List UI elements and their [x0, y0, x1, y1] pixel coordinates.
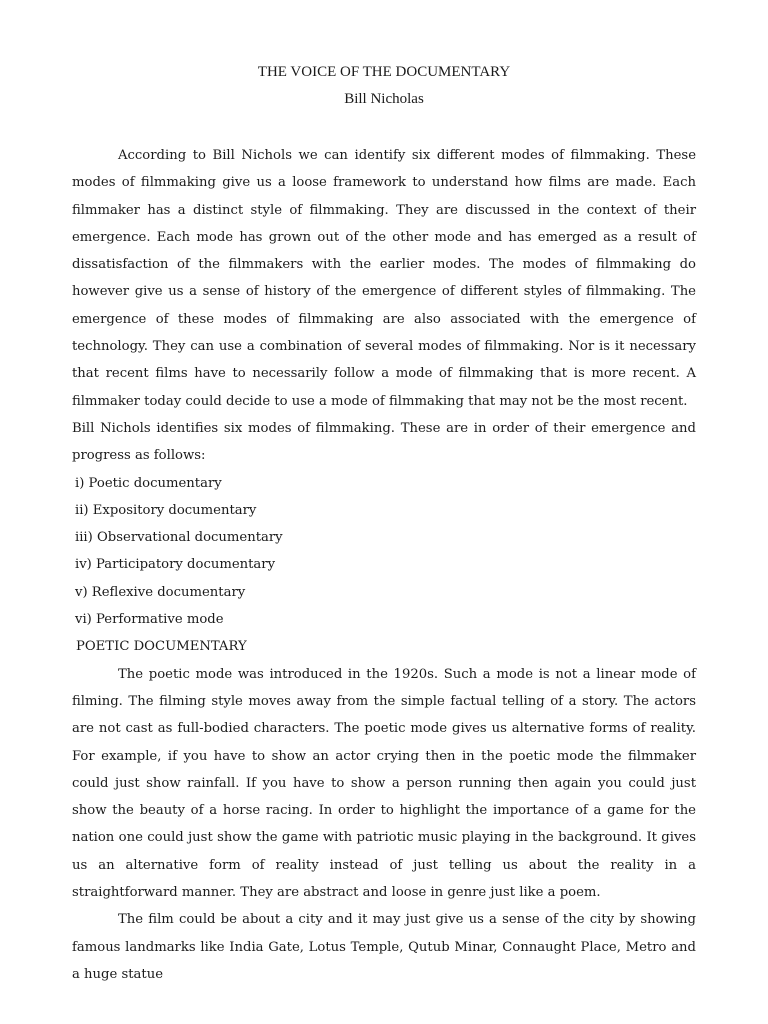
document-body — [72, 142, 696, 988]
list-item: v) Reflexive documentary — [75, 584, 246, 600]
list-item: i) Poetic documentary — [75, 475, 222, 491]
modes-list — [72, 470, 696, 634]
intro-paragraph: According to Bill Nichols we can identify six different modes of filmmaking. These modes of filmmaking give us a loose framework to understand how films are made. Each filmmaker has a distinct style of filmmaking. They are discussed in the context of their emergence. Each mode has grown out of the other mode and has emerged as a result of dissatisfaction of the filmmakers with the earlier modes. The modes of filmmaking do however give us a sense of history of the emergence of different styles of filmmaking. The emergence of these modes of filmmaking are also associated with the emergence of technology. They can use a combination of several modes of filmmaking. Nor is it necessary that recent films have to necessarily follow a mode of filmmaking that is more recent. A filmmaker today could decide to use a mode of filmmaking that may not be the most recent. — [72, 148, 696, 409]
list-item: ii) Expository documentary — [75, 502, 257, 518]
poetic-paragraph-1: The poetic mode was introduced in the 1920s. Such a mode is not a linear mode of filming. The filming style moves away from the simple factual telling of a story. The actors are not cast as full-bodied characters. The poetic mode gives us alternative forms of reality. For example, if you have to show an actor crying then in the poetic mode the filmmaker could just show rainfall. If you have to show a person running then again you could just show the beauty of a horse racing. In order to highlight the importance of a game for the nation one could just show the game with patriotic music playing in the background. It gives us an alternative form of reality instead of just telling us about the reality in a straightforward manner. They are abstract and loose in genre just like a poem. — [72, 666, 696, 901]
list-item: iii) Observational documentary — [75, 530, 283, 546]
list-item: iv) Participatory documentary — [75, 557, 276, 573]
list-intro-paragraph: Bill Nichols identifies six modes of filmmaking. These are in order of their emergence and progress as follows: — [72, 420, 696, 464]
document-author: Bill Nicholas — [344, 91, 424, 107]
poetic-paragraph-2: The film could be about a city and it may just give us a sense of the city by showing famous landmarks like India Gate, Lotus Temple, Qutub Minar, Connaught Place, Metro and a huge statue — [72, 912, 696, 982]
list-item: vi) Performative mode — [75, 612, 224, 628]
section-heading: POETIC DOCUMENTARY — [76, 639, 247, 655]
document-title: THE VOICE OF THE DOCUMENTARY — [257, 64, 511, 80]
